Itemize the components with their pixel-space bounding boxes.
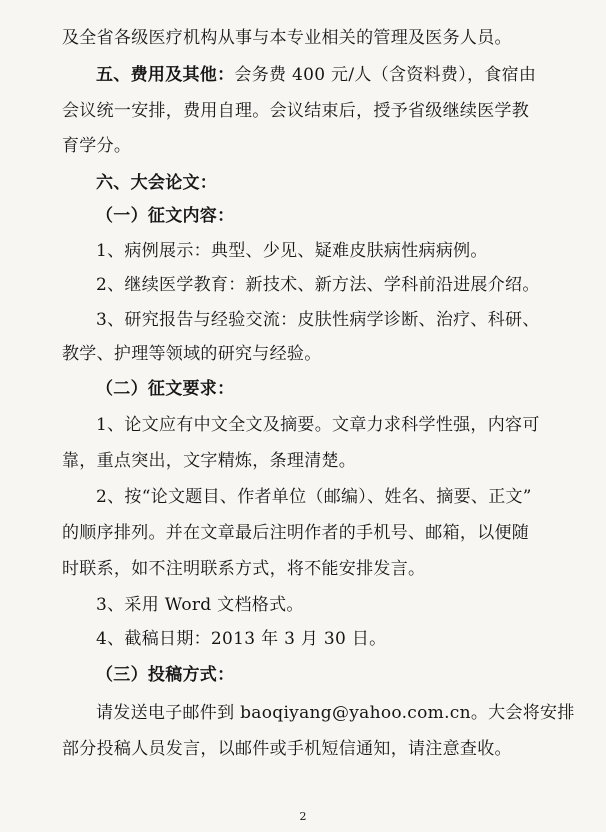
- section-heading-papers: 六、大会论文：: [96, 173, 218, 193]
- body-text: 时联系，如不注明联系方式，将不能安排发言。: [62, 559, 426, 579]
- body-line-10: [62, 343, 322, 365]
- body-text: 2、按“论文题目、作者单位（邮编）、姓名、摘要、正文”: [96, 487, 532, 507]
- section-heading-fees: 五、费用及其他：: [96, 65, 235, 85]
- body-line-18: [96, 628, 386, 650]
- body-text: 及全省各级医疗机构从事与本专业相关的管理及医务人员。: [62, 28, 512, 48]
- subsection-submission-line: [96, 664, 234, 686]
- body-line-20: [96, 702, 575, 724]
- page-number: 2: [299, 810, 307, 823]
- body-line-16: [62, 558, 425, 580]
- body-text: 4、截稿日期：2013 年 3 月 30 日。: [96, 629, 387, 649]
- body-text: 会议统一安排，费用自理。会议结束后，授予省级继续医学教: [62, 101, 530, 121]
- body-text: 部分投稿人员发言，以邮件或手机短信通知，请注意查收。: [62, 739, 512, 759]
- body-line-9: [96, 309, 540, 331]
- body-line-4: [62, 135, 131, 157]
- body-line-7: [96, 240, 488, 262]
- subsection-requirements-line: [96, 378, 234, 400]
- body-text: 育学分。: [62, 136, 132, 156]
- body-text: 1、论文应有中文全文及摘要。文章力求科学性强，内容可: [96, 415, 540, 435]
- body-text: 的顺序排列。并在文章最后注明作者的手机号、邮箱，以便随: [62, 523, 530, 543]
- body-line-15: [62, 522, 529, 544]
- body-line-8: [96, 274, 540, 296]
- body-line-12: [96, 414, 540, 436]
- subsection-heading-content: （一）征文内容：: [96, 206, 235, 226]
- body-text: 1、病例展示：典型、少见、疑难皮肤病性病病例。: [96, 241, 488, 261]
- subsection-heading-submission: （三）投稿方式：: [96, 665, 235, 685]
- body-line-17: [96, 594, 304, 616]
- body-text: 靠，重点突出，文字精炼，条理清楚。: [62, 451, 357, 471]
- body-text: 3、研究报告与经验交流：皮肤性病学诊断、治疗、科研、: [96, 310, 540, 330]
- section-papers-line: [96, 172, 217, 194]
- body-text: 3、采用 Word 文档格式。: [96, 595, 304, 615]
- body-text: 请发送电子邮件到 baoqiyang@yahoo.com.cn。大会将安排: [96, 703, 575, 723]
- body-line-1: [62, 27, 512, 49]
- body-line-13: [62, 450, 356, 472]
- body-line-21: [62, 738, 512, 760]
- subsection-heading-requirements: （二）征文要求：: [96, 379, 235, 399]
- body-text: 会务费 400 元/人（含资料费），食宿由: [234, 65, 537, 85]
- section-fees-line: [96, 64, 536, 86]
- body-line-14: [96, 486, 532, 508]
- body-text: 2、继续医学教育：新技术、新方法、学科前沿进展介绍。: [96, 275, 540, 295]
- body-line-3: [62, 100, 529, 122]
- subsection-content-line: [96, 205, 234, 227]
- body-text: 教学、护理等领域的研究与经验。: [62, 344, 322, 364]
